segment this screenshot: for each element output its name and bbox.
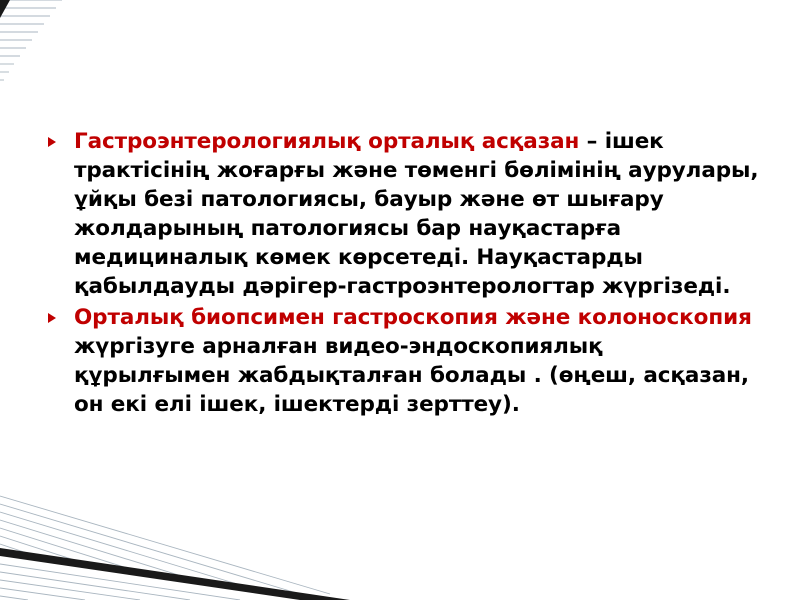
bullet-1-text: – ішек трактісінің жоғарғы және төменгі бөлімінің аурулары, ұйқы безі патологиясы, бауыр және өт шығару жолдарының патологиясы бар науқастарға медициналық көмек көрсетеді. Науқастарды қабылдауды дәрігер-гастроэнтерологтар жүргізеді. [74, 129, 759, 299]
bullet-2-highlight: Орталық биопсимен гастроскопия және колоноскопия [74, 305, 752, 331]
bottom-left-corner-decoration [0, 490, 800, 600]
bullet-2-text: жүргізуге арналған видео-эндоскопиялық құрылғымен жабдықталған болады . (өңеш, асқазан, он екі елі ішек, ішектерді зерттеу). [74, 334, 749, 418]
triangle-bullet-icon [48, 137, 56, 147]
bullet-1-highlight: Гастроэнтерологиялық орталық асқазан [74, 129, 580, 154]
bullet-list [40, 128, 760, 420]
list-item [40, 304, 760, 420]
list-item [40, 128, 760, 301]
slide-body [40, 128, 760, 420]
triangle-bullet-icon [48, 313, 56, 323]
